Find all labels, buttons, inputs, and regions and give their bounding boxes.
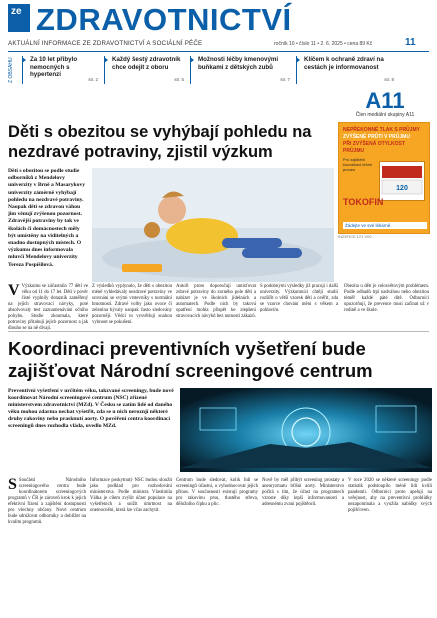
teaser-travel-health[interactable]: [296, 56, 394, 84]
article2-body: [8, 478, 432, 612]
article1-photo[interactable]: [92, 168, 334, 282]
article-divider: [8, 331, 429, 332]
ad-headline-line3: PŘI ZVÝŠENÁ OTYLKOST PRŮJMU: [343, 141, 405, 154]
article2-column: Centrum bude sledovat, kolik lidí se screeningů účastní, a vyhodnocovat jejich přínos. V současnosti existují programy pro rakovinu prsu, tlustého střeva, děložního čípku a plic.: [176, 478, 258, 507]
contents-teasers: [8, 53, 429, 86]
ad-brand: TOKOFIN: [343, 197, 384, 207]
article1-column: Obezita u dětí je celosvětovým problémem. Podle odhadů trpí nadváhou nebo obezitou téměř každé páté dítě. Odborníci upozorňují, že prevence musí začínat už v rodině a ve škole.: [344, 284, 429, 313]
ad-headline: [339, 123, 429, 155]
article2-column: Nově by měl přibýt screening prostaty a aneuryzmatu břišní aorty. Ministerstvo počítá s tím, že účast na programech vzroste díky lepší informovanosti a adresnému zvaní pojištěnců.: [262, 478, 344, 507]
ad-headline-line2: ZVÝŠENÉ PRŮTI V PRŮJMU: [343, 134, 410, 140]
article1-column: Autoři proto doporučují umisťovat zdravé potraviny do zorného pole dětí a nabízet je ve školních jídelnách a automatech. Podle nich by taková opatření mohla přispět ke zlepšení stravovacích návyků bez nutnosti zákazů.: [176, 284, 256, 319]
ad-headline-line1: NEPŘEKONNÉ TLAK S PRŮJMY: [343, 127, 420, 133]
arrow-icon: [296, 57, 300, 63]
teaser-hypertension[interactable]: [22, 56, 98, 84]
masthead-rule: [8, 51, 429, 52]
teaser-text: Možnosti léčby kmenovými buňkami z dětských zubů: [198, 56, 279, 71]
teaser-page: str. 7: [280, 77, 290, 82]
newspaper-subtitle: AKTUÁLNÍ INFORMACE ZE ZDRAVOTNICTVÍ A SOCIÁLNÍ PÉČE: [8, 40, 203, 47]
article1-headline[interactable]: Děti s obezitou se vyhýbají pohledu na nezdravé potraviny, zjistil výzkum: [8, 123, 312, 161]
article1-body: [8, 282, 429, 331]
arrow-icon: [22, 57, 26, 63]
arrow-icon: [190, 57, 194, 63]
dropcap: S: [8, 476, 17, 493]
column-text: Součástí Národního screeningového centra bude koordinátorem screeningových programů v ČR je zároveň krok k jejich efektivní řízení a zajištění dostupnosti pro všechny občany. Nové centrum bude sdružovat odborníky a dohlížet na kvalitu programů.: [8, 478, 86, 525]
page-number: 11: [405, 37, 416, 48]
media-group-badge[interactable]: [338, 90, 432, 120]
product-box-image: [379, 161, 425, 201]
newspaper-title[interactable]: ZDRAVOTNICTVÍ: [36, 2, 292, 37]
teaser-stem-cells[interactable]: [190, 56, 290, 84]
member-text: Člen mediální skupiny A11: [355, 112, 415, 118]
article1-column: S podobnými výsledky již pracují i další univerzity. Výzkumníci chtějí studii rozšířit o větší vzorek dětí a ověřit, zda se vzorce chování mění s věkem a pohlavím.: [260, 284, 338, 313]
article1-column: Z výsledků vyplynulo, že děti s obezitou méně vyhledávaly nezdravé potraviny ve srovnání se svými vrstevníky s normální hmotností. Zdravé volby jako ovoce či zelenina bývaly naopak často sledovány pozorněji. Vědci to vysvětlují snahou vyhnout se pokušení.: [92, 284, 172, 325]
arrow-icon: [104, 57, 108, 63]
issue-info: ročník 10 • číslo 11 • 2. 6. 2025 • cena 89 Kč: [274, 41, 373, 47]
article2-photo[interactable]: [180, 388, 432, 472]
teaser-text: Za 10 let přibylo nemocných s hypertenzí: [30, 56, 78, 79]
teaser-text: Klíčem k ochraně zdraví na cestách je informovanost: [304, 56, 384, 71]
publisher-logo[interactable]: ze: [8, 4, 30, 32]
article1-column: [8, 282, 88, 331]
article2-column: [8, 478, 86, 612]
ad-note: INZERCE 121 V00: [338, 234, 372, 239]
contents-label: Z OBSAHU: [8, 57, 14, 83]
teaser-page: str. 8: [384, 77, 394, 82]
a11-logo: A11: [365, 88, 405, 113]
ad-footer: Žádejte ve své lékárně.: [343, 222, 427, 229]
teaser-text: Každý šestý zdravotník chce odejít z oboru: [112, 56, 181, 71]
article2-headline[interactable]: Koordinaci preventivních vyšetření bude zajišťovat Národní screeningové centrum: [8, 338, 373, 381]
ad-body: Pro zajištění koordinaci léčeb proces: [343, 157, 372, 172]
dropcap: V: [8, 282, 20, 299]
svg-text:120: 120: [396, 185, 408, 192]
teaser-page: str. 5: [174, 77, 184, 82]
article2-column: V roce 2020 se některé screeningy podle statistik podstoupilo méně lidí kvůli pandemii. Odborníci proto apelují na veřejnost, aby na preventivní prohlídky nezapomínala a využila nabídky svých pojišťoven.: [348, 478, 432, 513]
article2-lead: Preventivní vyšetření v určitém věku, takzvané screeningy, bude nově koordinovat Národní screeningové centrum (NSC) zřízené ministerstvem zdravotnictví (MZd). V Česku se zatím lidé od daného věku mohou zdarma nechat vyšetřit, zda se u nich neroznjí některé druhy rakoviny nebo prasknutí aorty. O pověření centra koordinací screeningů dnes rozhodla vláda, uvedlo MZd.: [8, 388, 174, 429]
teaser-health-workers[interactable]: [104, 56, 184, 84]
article2-column: Informace poskytnutý NSC budou sloužit jako podklad pro rozhodování ministerstva. Podle ministra Vlastimila Válka je cílem zvýšit účast populace na vyšetřeních a snížit úmrtnost na onemocnění, která lze včas zachytit.: [90, 478, 172, 513]
article1-lead: Děti s obezitou se podle studie odborníků z Mendelovy univerzity v Brně a Masarykovy univerzity záměrně vyhýbají pohledu na nezdravé potraviny. Naopak děti se zdravou váhou jim věnují zvýšenou pozornost. Zdravější potraviny by tak ve školách či domácnostech měly být umístěny na viditelných a snadno dostupných místech. O výzkumu dnes informovala mluvčí Mendelovy univerzity Tereza Pospíšilová.: [8, 168, 86, 268]
column-text: Výzkumu se zúčastnilo 77 dětí ve věku od 11 do 17 let. Děti v pověr čisté vyplnily dotazník zaměřený na jejich stravovací návyky, poté absolvovaly test zaznamenávání očního pohybu. Studie zkoumala, které potraviny přitahují jejich pozornost a jak dlouho se na ně dívají.: [8, 284, 88, 331]
advertisement[interactable]: [338, 122, 430, 234]
teaser-page: str. 2: [88, 77, 98, 82]
